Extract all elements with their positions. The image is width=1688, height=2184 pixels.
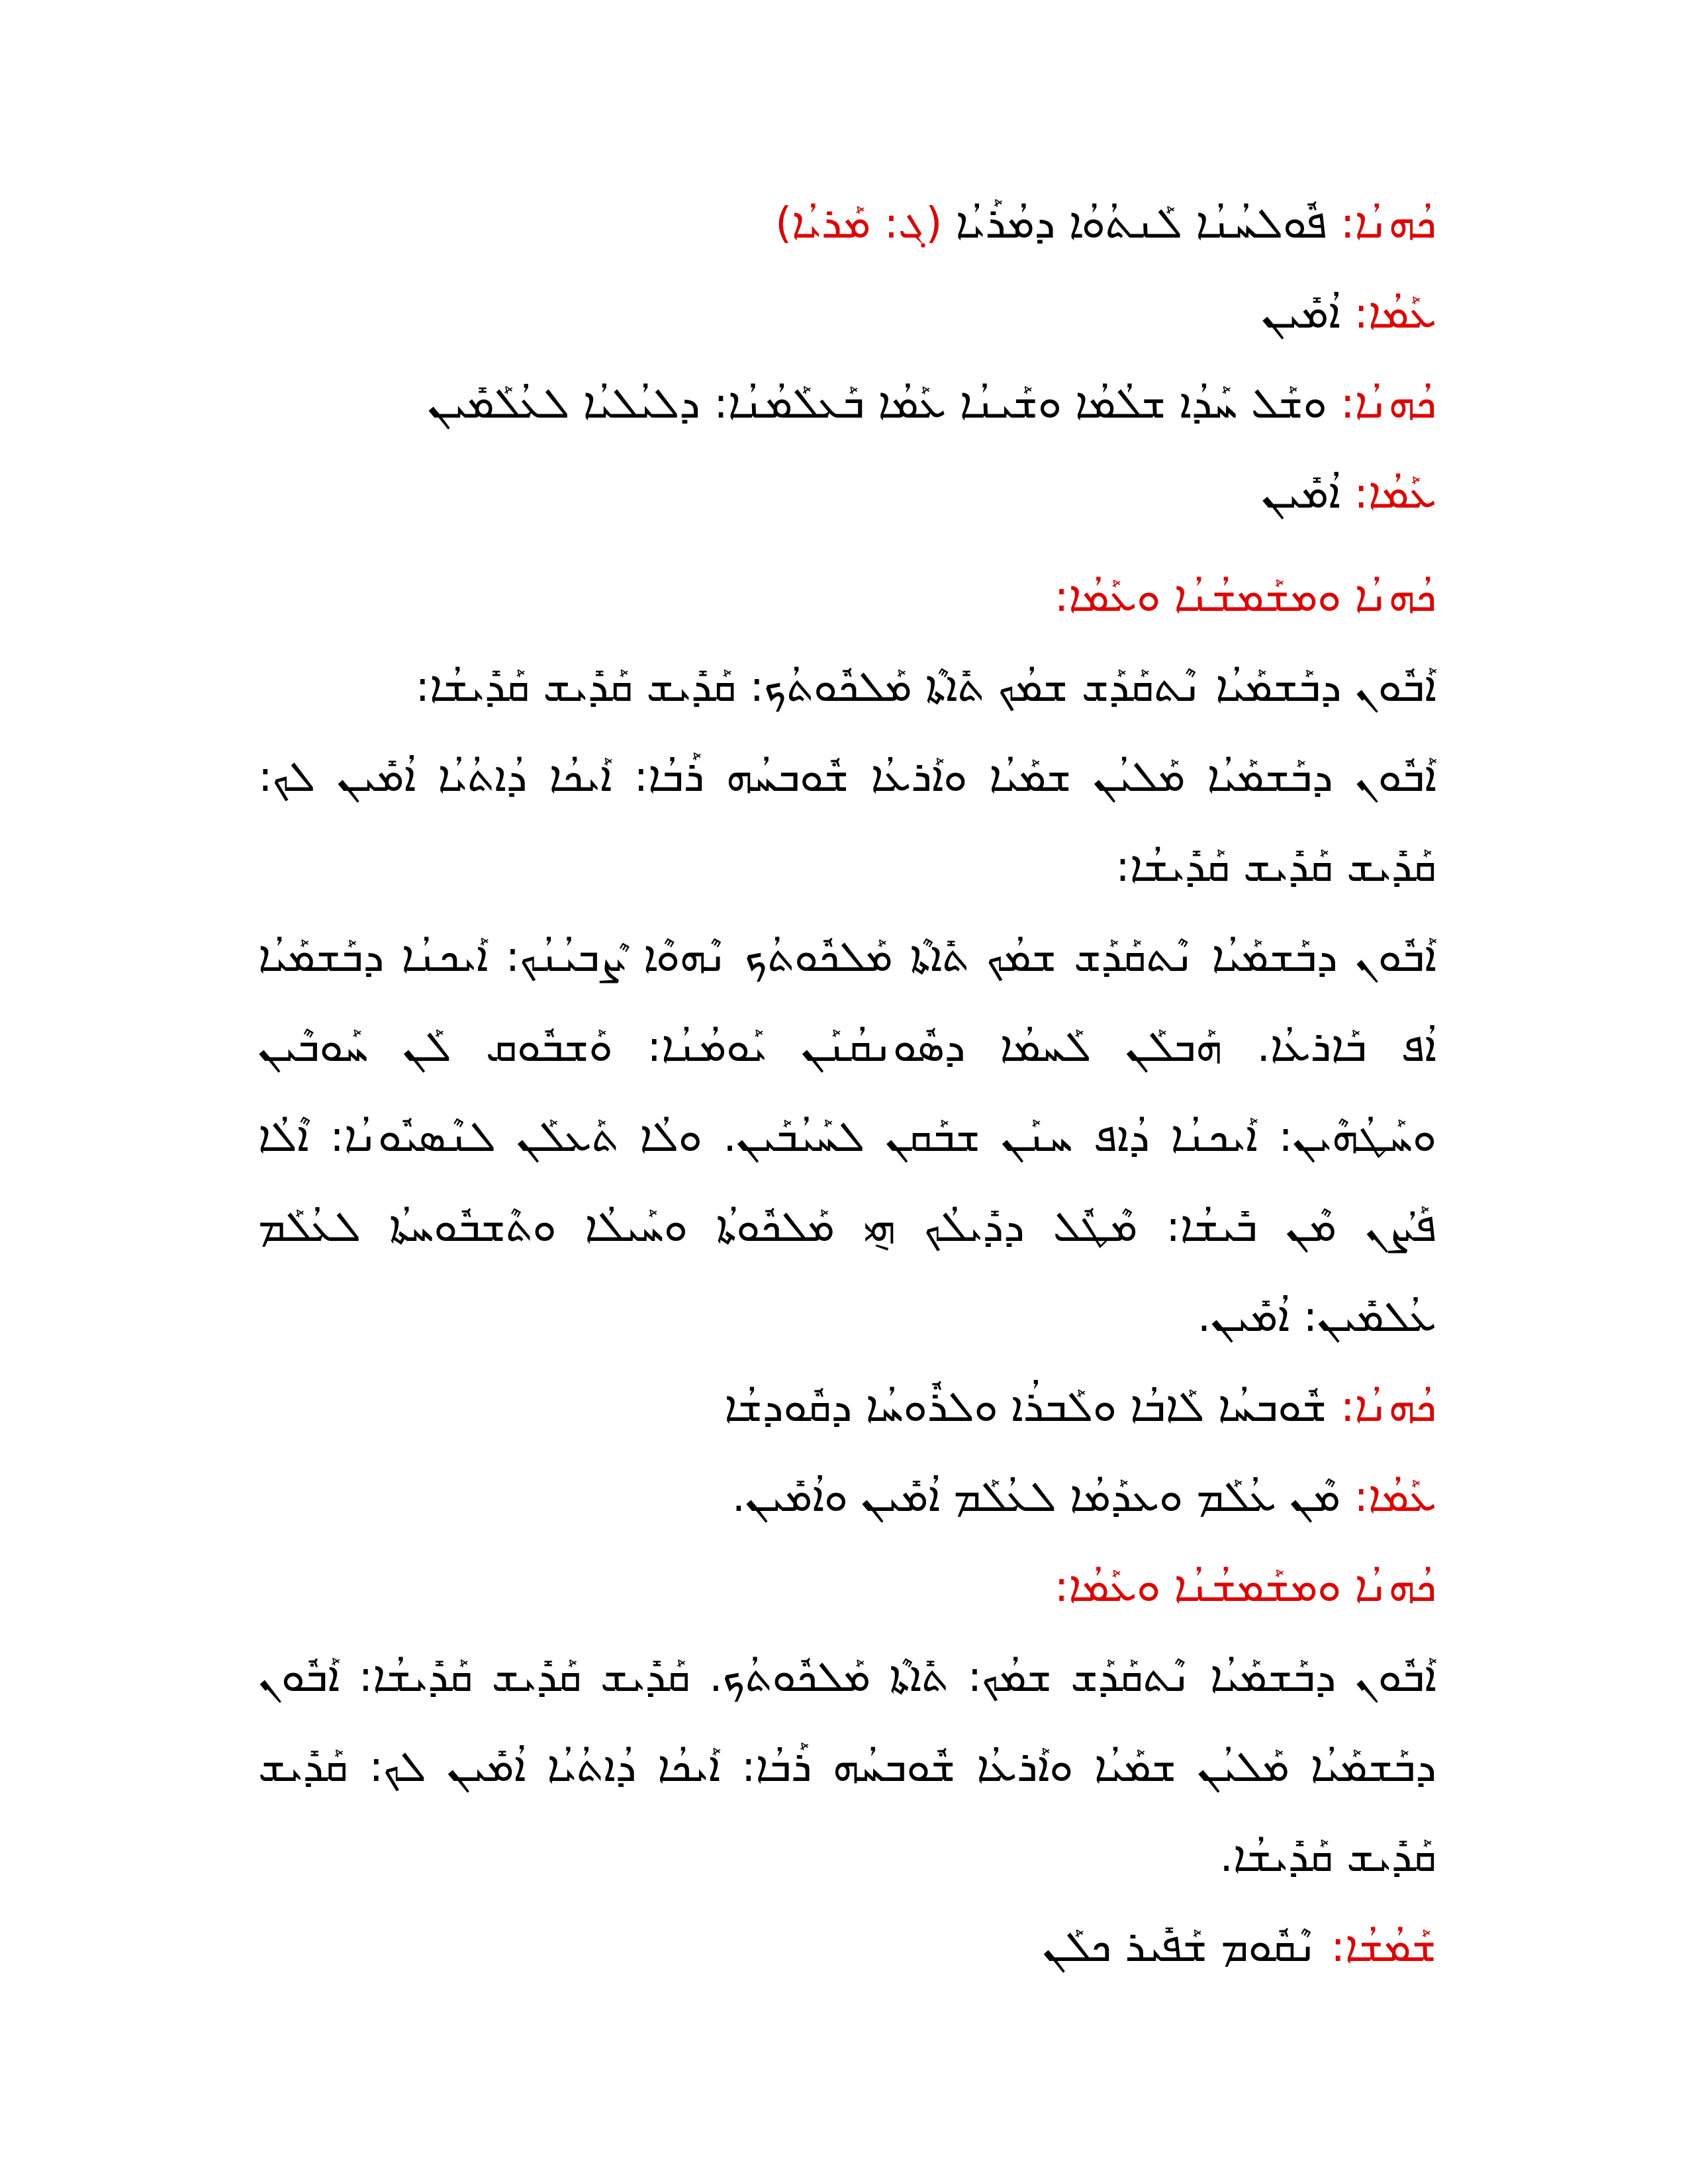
speaker-label: ܥܰܡܳܐ: [1354,469,1436,518]
rubric-heading: ܟܳܗܢܳܐ ܘܡܫܰܡܫܳܢܳܐ ܘܥܰܡܳܐ: [1054,572,1436,621]
lords-prayer-paragraph: ܐܰܒܽܘܢ ܕܒܰܫܡܰܝܳܐ ܢܶܬܩܰܕܰܫ ܫܡܳܟ ܬܺܐܬܶܐ ܡܰܠܟܽܘܬܳܟ ܢܶܗܘܶܐ ܨܶܒܝܳܢܳܟ: ܐܰܝܟܢܳܐ ܕܒܰܫܡܰܝܳܐ ܐܳܦ ܒܰܐܪܥܳܐ. ܗܰܒܠܰܢ ܠܰܚܡܳܐ ܕܣܽܘܢܩܳܢܰܢ ܝܰܘܡܳܢܳܐ: ܘܰܫܒܽܘܩ ܠܰܢ ܚܰܘܒܶܝܢ ܘܚܰܛܳܗܶܝܢ: ܐܰܝܟܢܳܐ ܕܳܐܦ ܚܢܰܢ ܫܒܰܩܢ ܠܚܰܝܳܒܰܝܢ. ܘܠܳܐ ܬܰܥܠܰܢ ܠܢܶܣܝܽܘܢܳܐ: ܐܶܠܳܐ ܦܰܨܳܢ ܡܶܢ ܒܺܝܫܳܐ: ܡܶܛܽܠ ܕܕܺܝܠܳܟ ܗ݈ܝ ܡܰܠܟܽܘܬܳܐ ܘܚܰܝܠܳܐ ܘܬܶܫܒܽܘܚܬܳܐ ܠܥܳܠܰܡ ܥܳܠܡܺܝܢ: ܐܳܡܺܝܢ. [258,933,1436,1342]
line-text: ܐܳܡܺܝܢ [1262,469,1341,518]
dialogue-line [258,449,1436,539]
line-text: ܢܶܩܽܘܡ ܫܰܦܺܝܪ ܟܠܰܢ [1043,1923,1318,1972]
line-text: ܘܫܰܠ ܚܰܕܳܐ ܫܠܳܡܳܐ ܘܫܰܝܢܳܐ ܥܰܡܳܐ ܒܰܥܠܰܡܳܢܳܐ: ܕܠܝܳܠܝܳܐ ܠܥܳܠܰܡܺܝܢ [428,379,1327,428]
speaker-label: ܥܰܡܳܐ: [1354,1473,1436,1522]
dialogue-line [258,1452,1436,1542]
dialogue-line [258,179,1436,269]
line-text: ܦܽܘܠܚܳܢܳܐ ܠܰܢܬܳܘܳܐ ܕܡܳܪܰܝܳܐ [955,199,1327,248]
prayer-paragraph: ܐܰܒܽܘܢ ܕܒܰܫܡܰܝܳܐ ܡܰܠܝܳܢ ܫܡܰܝܳܐ ܘܐܰܪܥܳܐ ܫܽܘܒܚܳܗ ܪܰܒܳܐ: ܐܰܝܟܳܐ ܕܳܐܬܳܝܳܐ ܐܳܡܺܝܢ ܠܟ: ܩܰܕܺܝܫ ܩܰܕܺܝܫ ܩܰܕܺܝܫܳܐ: [258,752,1436,891]
line-text: ܡܶܢ ܥܳܠܰܡ ܘܥܕܰܡܳܐ ܠܥܳܠܰܡ ܐܳܡܺܝܢ ܘܐܳܡܺܝܢ. [731,1473,1341,1522]
speaker-label: ܟܳܗܢܳܐ: [1340,379,1436,428]
line-text: ܐܳܡܺܝܢ [1262,289,1341,338]
bracket-note: (ܓ: ܡܰܪܝܳܐ) [775,199,943,248]
dialogue-line [258,269,1436,359]
dialogue-line [258,359,1436,449]
liturgical-text-page [258,179,1436,1992]
prayer-paragraph: ܐܰܒܽܘܢ ܕܒܰܫܡܰܝܳܐ ܢܶܬܩܰܕܰܫ ܫܡܳܟ ܬܺܐܬܶܐ ܡܰܠܟܽܘܬܳܟ: ܩܰܕܺܝܫ ܩܰܕܺܝܫ ܩܰܕܺܝܫܳܐ: [415,662,1436,711]
speaker-label: ܟܳܗܢܳܐ: [1340,199,1436,248]
rubric-heading: ܟܳܗܢܳܐ ܘܡܫܰܡܫܳܢܳܐ ܘܥܰܡܳܐ: [1054,1563,1436,1612]
dialogue-line [258,1902,1436,1992]
speaker-label: ܥܰܡܳܐ: [1354,289,1436,338]
speaker-label: ܟܳܗܢܳܐ: [1340,1383,1436,1432]
line-text: ܫܽܘܒܚܳܐ ܠܰܐܒܳܐ ܘܠܰܒܪܳܐ ܘܠܪܽܘܚܳܐ ܕܩܽܘܕܫܳܐ [724,1383,1327,1432]
speaker-label: ܫܰܡܳܫܳܐ: [1331,1923,1436,1972]
dialogue-line [258,1362,1436,1452]
prayer-paragraph: ܐܰܒܽܘܢ ܕܒܰܫܡܰܝܳܐ ܢܶܬܩܰܕܰܫ ܫܡܳܟ: ܬܺܐܬܶܐ ܡܰܠܟܽܘܬܳܟ. ܩܰܕܺܝܫ ܩܰܕܺܝܫ ܩܰܕܺܝܫܳܐ: ܐܰܒܽܘܢ ܕܒܰܫܡܰܝܳܐ ܡܰܠܝܳܢ ܫܡܰܝܳܐ ܘܐܰܪܥܳܐ ܫܽܘܒܚܳܗ ܪܰܒܳܐ: ܐܰܝܟܳܐ ܕܳܐܬܳܝܳܐ ܐܳܡܺܝܢ ܠܟ: ܩܰܕܺܝܫ ܩܰܕܺܝܫ ܩܰܕܺܝܫܳܐ. [258,1653,1436,1882]
